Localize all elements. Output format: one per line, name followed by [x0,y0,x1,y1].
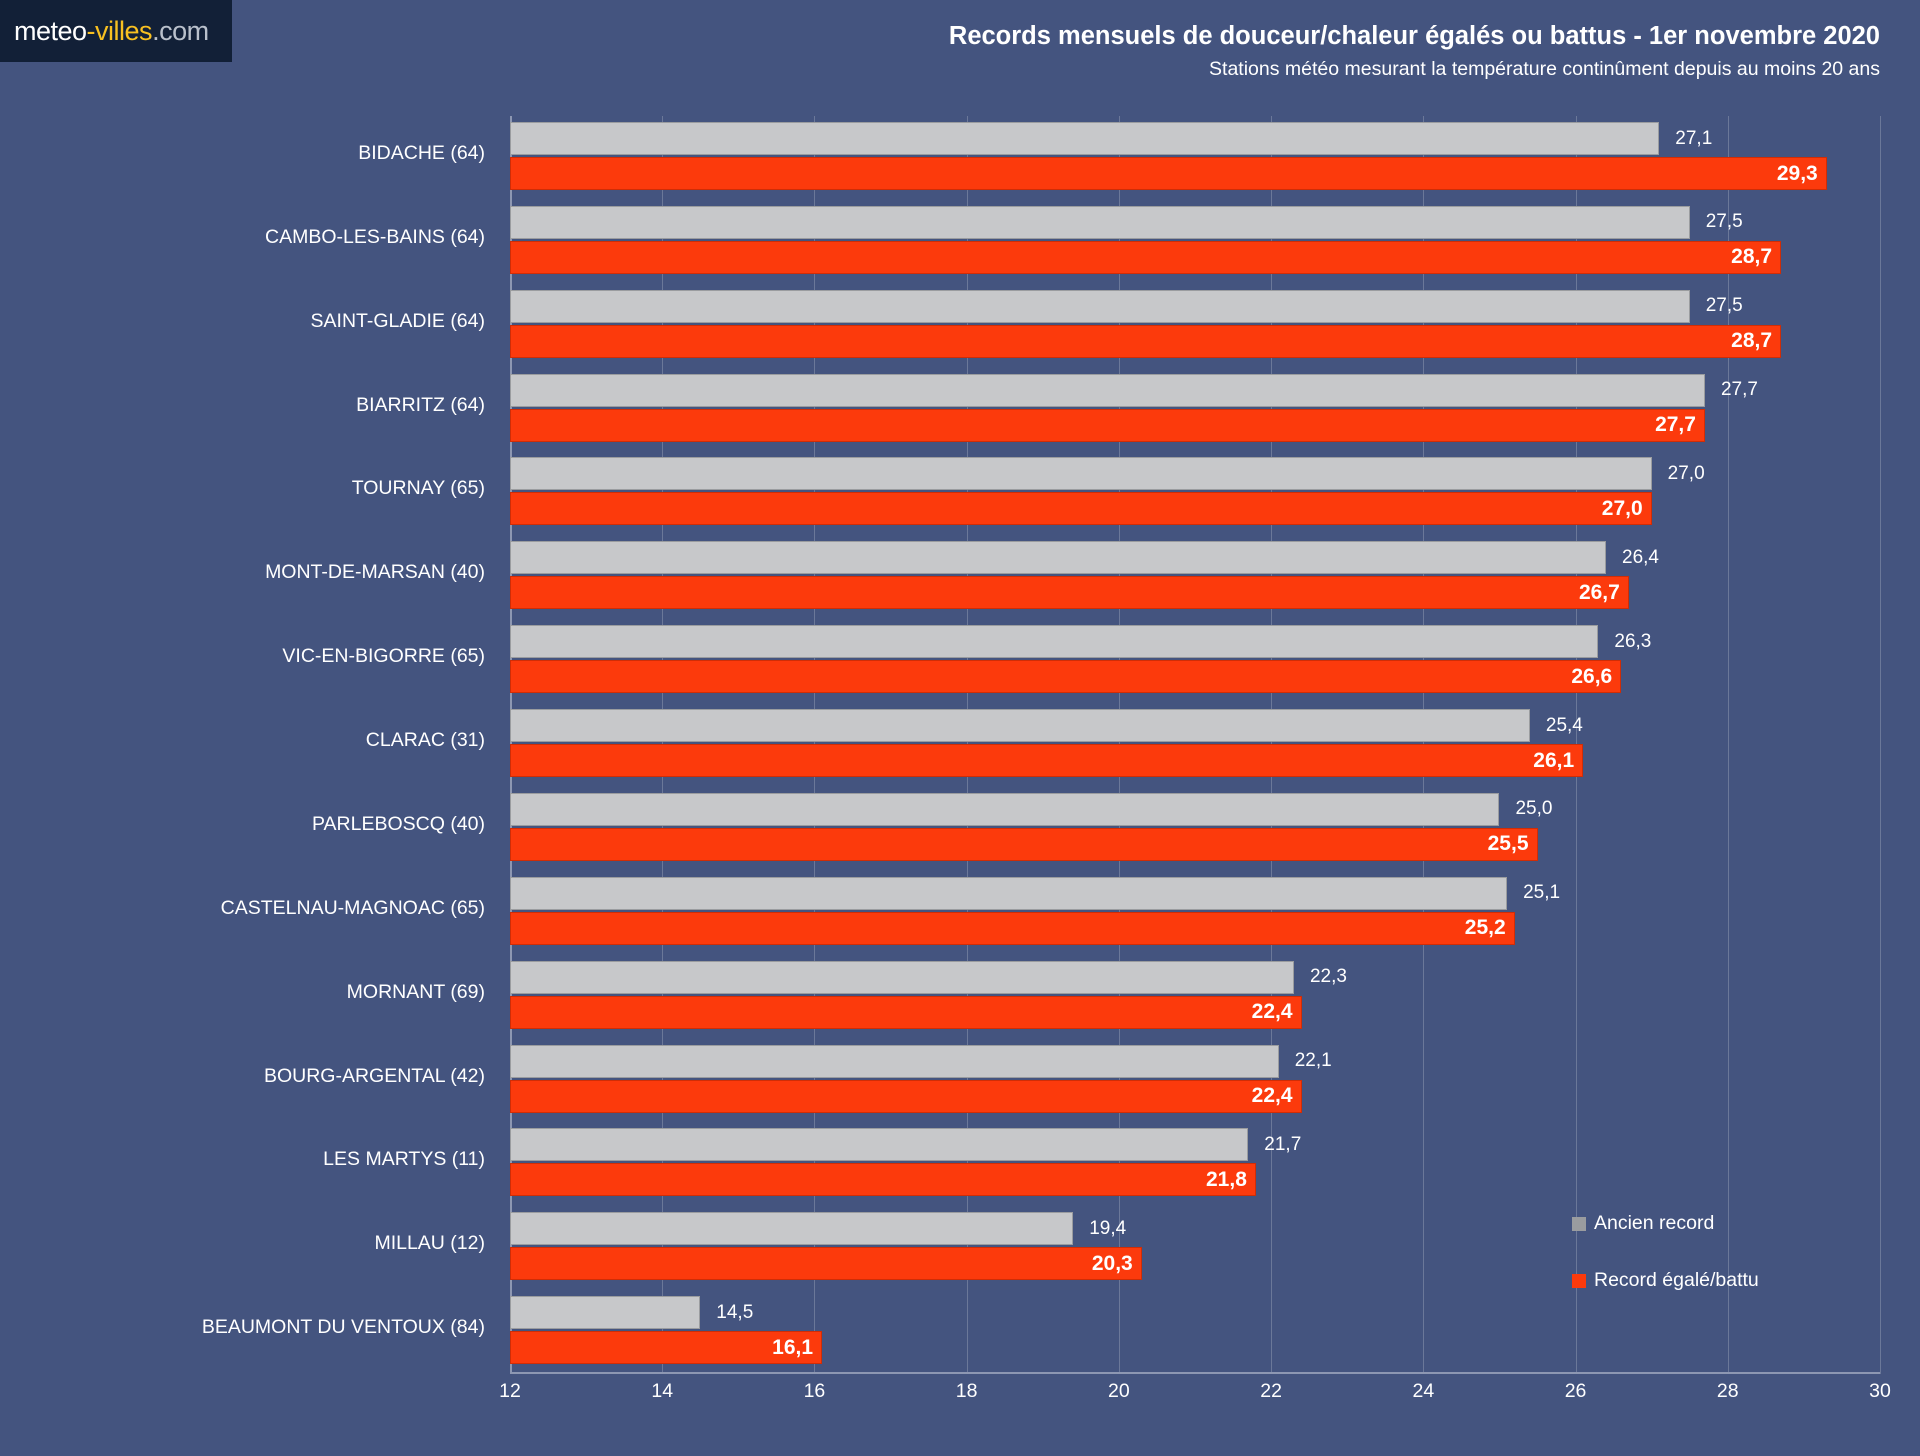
category-label: PARLEBOSCQ (40) [311,812,485,835]
chart-row [351,457,1880,535]
bar-record-egale-battu[interactable] [510,1163,1256,1196]
x-axis-tick-label: 22 [1260,1380,1282,1402]
chart-row [323,1128,1880,1206]
chart-row [310,290,1880,368]
chart-row [356,374,1880,452]
category-label: CASTELNAU-MAGNOAC (65) [220,896,485,919]
x-axis-tick-label: 16 [803,1380,826,1402]
bar-record-egale-battu[interactable] [510,744,1583,777]
legend-swatch-icon [1572,1274,1586,1288]
chart-row [220,877,1880,955]
chart-row [265,206,1880,284]
legend-label: Record égalé/battu [1594,1269,1759,1291]
category-label: BIDACHE (64) [358,142,485,164]
bar-value-record-egale-battu: 20,3 [1091,1251,1133,1275]
bar-value-record-egale-battu: 27,7 [1655,413,1696,437]
category-label: VIC-EN-BIGORRE (65) [282,645,485,668]
bar-value-record-egale-battu: 26,1 [1533,748,1575,772]
bar-value-ancien-record: 21,7 [1264,1133,1302,1155]
chart-legend [1572,1212,1759,1326]
bar-record-egale-battu[interactable] [510,828,1538,861]
bar-ancien-record[interactable] [510,206,1743,239]
legend-label: Ancien record [1594,1212,1715,1234]
bar-ancien-record[interactable] [510,1212,1127,1245]
bar-ancien-record[interactable] [510,290,1743,323]
bar-value-record-egale-battu: 25,2 [1464,916,1506,940]
bar-value-ancien-record: 25,0 [1515,798,1553,820]
bar-value-ancien-record: 26,3 [1614,630,1652,652]
chart-row [358,122,1880,200]
category-label: BOURG-ARGENTAL (42) [263,1064,485,1087]
bar-value-ancien-record: 22,1 [1294,1050,1332,1072]
category-label: BEAUMONT DU VENTOUX (84) [201,1316,485,1339]
category-label: MONT-DE-MARSAN (40) [265,561,485,584]
logo-text [14,16,209,47]
bar-record-egale-battu[interactable] [510,912,1515,945]
bar-value-ancien-record: 27,0 [1667,462,1705,484]
bar-value-ancien-record: 26,4 [1622,546,1659,568]
bar-ancien-record[interactable] [510,1128,1302,1161]
category-label: CLARAC (31) [365,729,485,752]
logo-part-com: .com [152,15,209,46]
bar-value-ancien-record: 27,5 [1705,211,1743,233]
bar-ancien-record[interactable] [510,877,1561,910]
bar-value-ancien-record: 22,3 [1309,966,1347,988]
bar-value-record-egale-battu: 22,4 [1251,1084,1293,1108]
x-axis-tick-label: 26 [1564,1380,1587,1402]
bar-ancien-record[interactable] [510,1045,1332,1078]
bar-value-record-egale-battu: 16,1 [772,1335,814,1359]
bar-value-record-egale-battu: 21,8 [1206,1167,1247,1191]
chart-subtitle: Stations météo mesurant la température continûment depuis au moins 20 ans [1209,58,1880,80]
chart-row [282,625,1880,703]
legend-item[interactable] [1572,1212,1759,1235]
category-label: LES MARTYS (11) [323,1148,485,1171]
category-label: SAINT-GLADIE (64) [310,309,485,332]
bar-value-record-egale-battu: 26,7 [1578,580,1620,604]
category-label: CAMBO-LES-BAINS (64) [265,225,485,248]
bar-value-ancien-record: 27,7 [1720,379,1758,401]
bar-ancien-record[interactable] [510,709,1583,742]
bar-value-record-egale-battu: 29,3 [1776,161,1818,185]
x-axis-tick-label: 14 [651,1380,674,1402]
chart-row [346,961,1880,1039]
bar-value-record-egale-battu: 26,6 [1571,664,1613,688]
bar-value-record-egale-battu: 25,5 [1487,832,1529,856]
bar-value-ancien-record: 25,4 [1545,714,1583,736]
bar-ancien-record[interactable] [510,961,1347,994]
bar-record-egale-battu[interactable] [510,576,1629,609]
bar-ancien-record[interactable] [510,374,1758,407]
site-logo [0,0,232,62]
bar-record-egale-battu[interactable] [510,1080,1302,1113]
logo-part-meteo: meteo [14,15,87,46]
x-axis [499,1374,1891,1414]
bar-ancien-record[interactable] [510,625,1652,658]
bar-ancien-record[interactable] [510,1296,754,1329]
chart-title: Records mensuels de douceur/chaleur égalés ou battus - 1er novembre 2020 [948,22,1880,50]
chart-row [263,1045,1880,1123]
bar-value-ancien-record: 14,5 [716,1301,754,1323]
x-axis-tick-label: 28 [1716,1380,1739,1402]
bar-ancien-record[interactable] [510,457,1705,490]
x-axis-tick-label: 30 [1869,1380,1891,1402]
x-axis-tick-label: 18 [955,1380,978,1402]
bar-value-ancien-record: 25,1 [1523,882,1561,904]
bar-record-egale-battu[interactable] [510,409,1705,442]
bar-value-ancien-record: 19,4 [1089,1217,1127,1239]
chart-row [311,793,1880,871]
bar-record-egale-battu[interactable] [510,660,1621,693]
category-label: BIARRITZ (64) [356,393,485,416]
bar-ancien-record[interactable] [510,122,1713,155]
bar-value-record-egale-battu: 28,7 [1731,329,1773,353]
legend-item[interactable] [1572,1269,1759,1292]
bar-record-egale-battu[interactable] [510,996,1302,1029]
bar-record-egale-battu[interactable] [510,1247,1142,1280]
bar-ancien-record[interactable] [510,541,1659,574]
legend-swatch-icon [1572,1217,1586,1231]
bar-record-egale-battu[interactable] [510,492,1652,525]
bar-ancien-record[interactable] [510,793,1553,826]
bar-record-egale-battu[interactable] [510,325,1781,358]
chart-row [365,709,1880,787]
category-label: TOURNAY (65) [351,477,485,500]
chart-row [265,541,1880,619]
category-label: MILLAU (12) [374,1232,485,1255]
bar-record-egale-battu[interactable] [510,241,1781,274]
bar-value-record-egale-battu: 27,0 [1601,496,1643,520]
bar-value-ancien-record: 27,5 [1705,295,1743,317]
x-axis-tick-label: 24 [1412,1380,1435,1402]
x-axis-tick-label: 12 [499,1380,521,1402]
bar-value-record-egale-battu: 22,4 [1251,1000,1293,1024]
bar-record-egale-battu[interactable] [510,1331,822,1364]
logo-part-villes: -villes [86,15,153,46]
bar-value-ancien-record: 27,1 [1675,127,1713,149]
bar-record-egale-battu[interactable] [510,157,1827,190]
category-label: MORNANT (69) [346,980,485,1003]
bar-value-record-egale-battu: 28,7 [1731,245,1773,269]
x-axis-tick-label: 20 [1108,1380,1130,1402]
chart-plot-area [201,116,1880,1374]
gridline [1880,116,1881,1374]
